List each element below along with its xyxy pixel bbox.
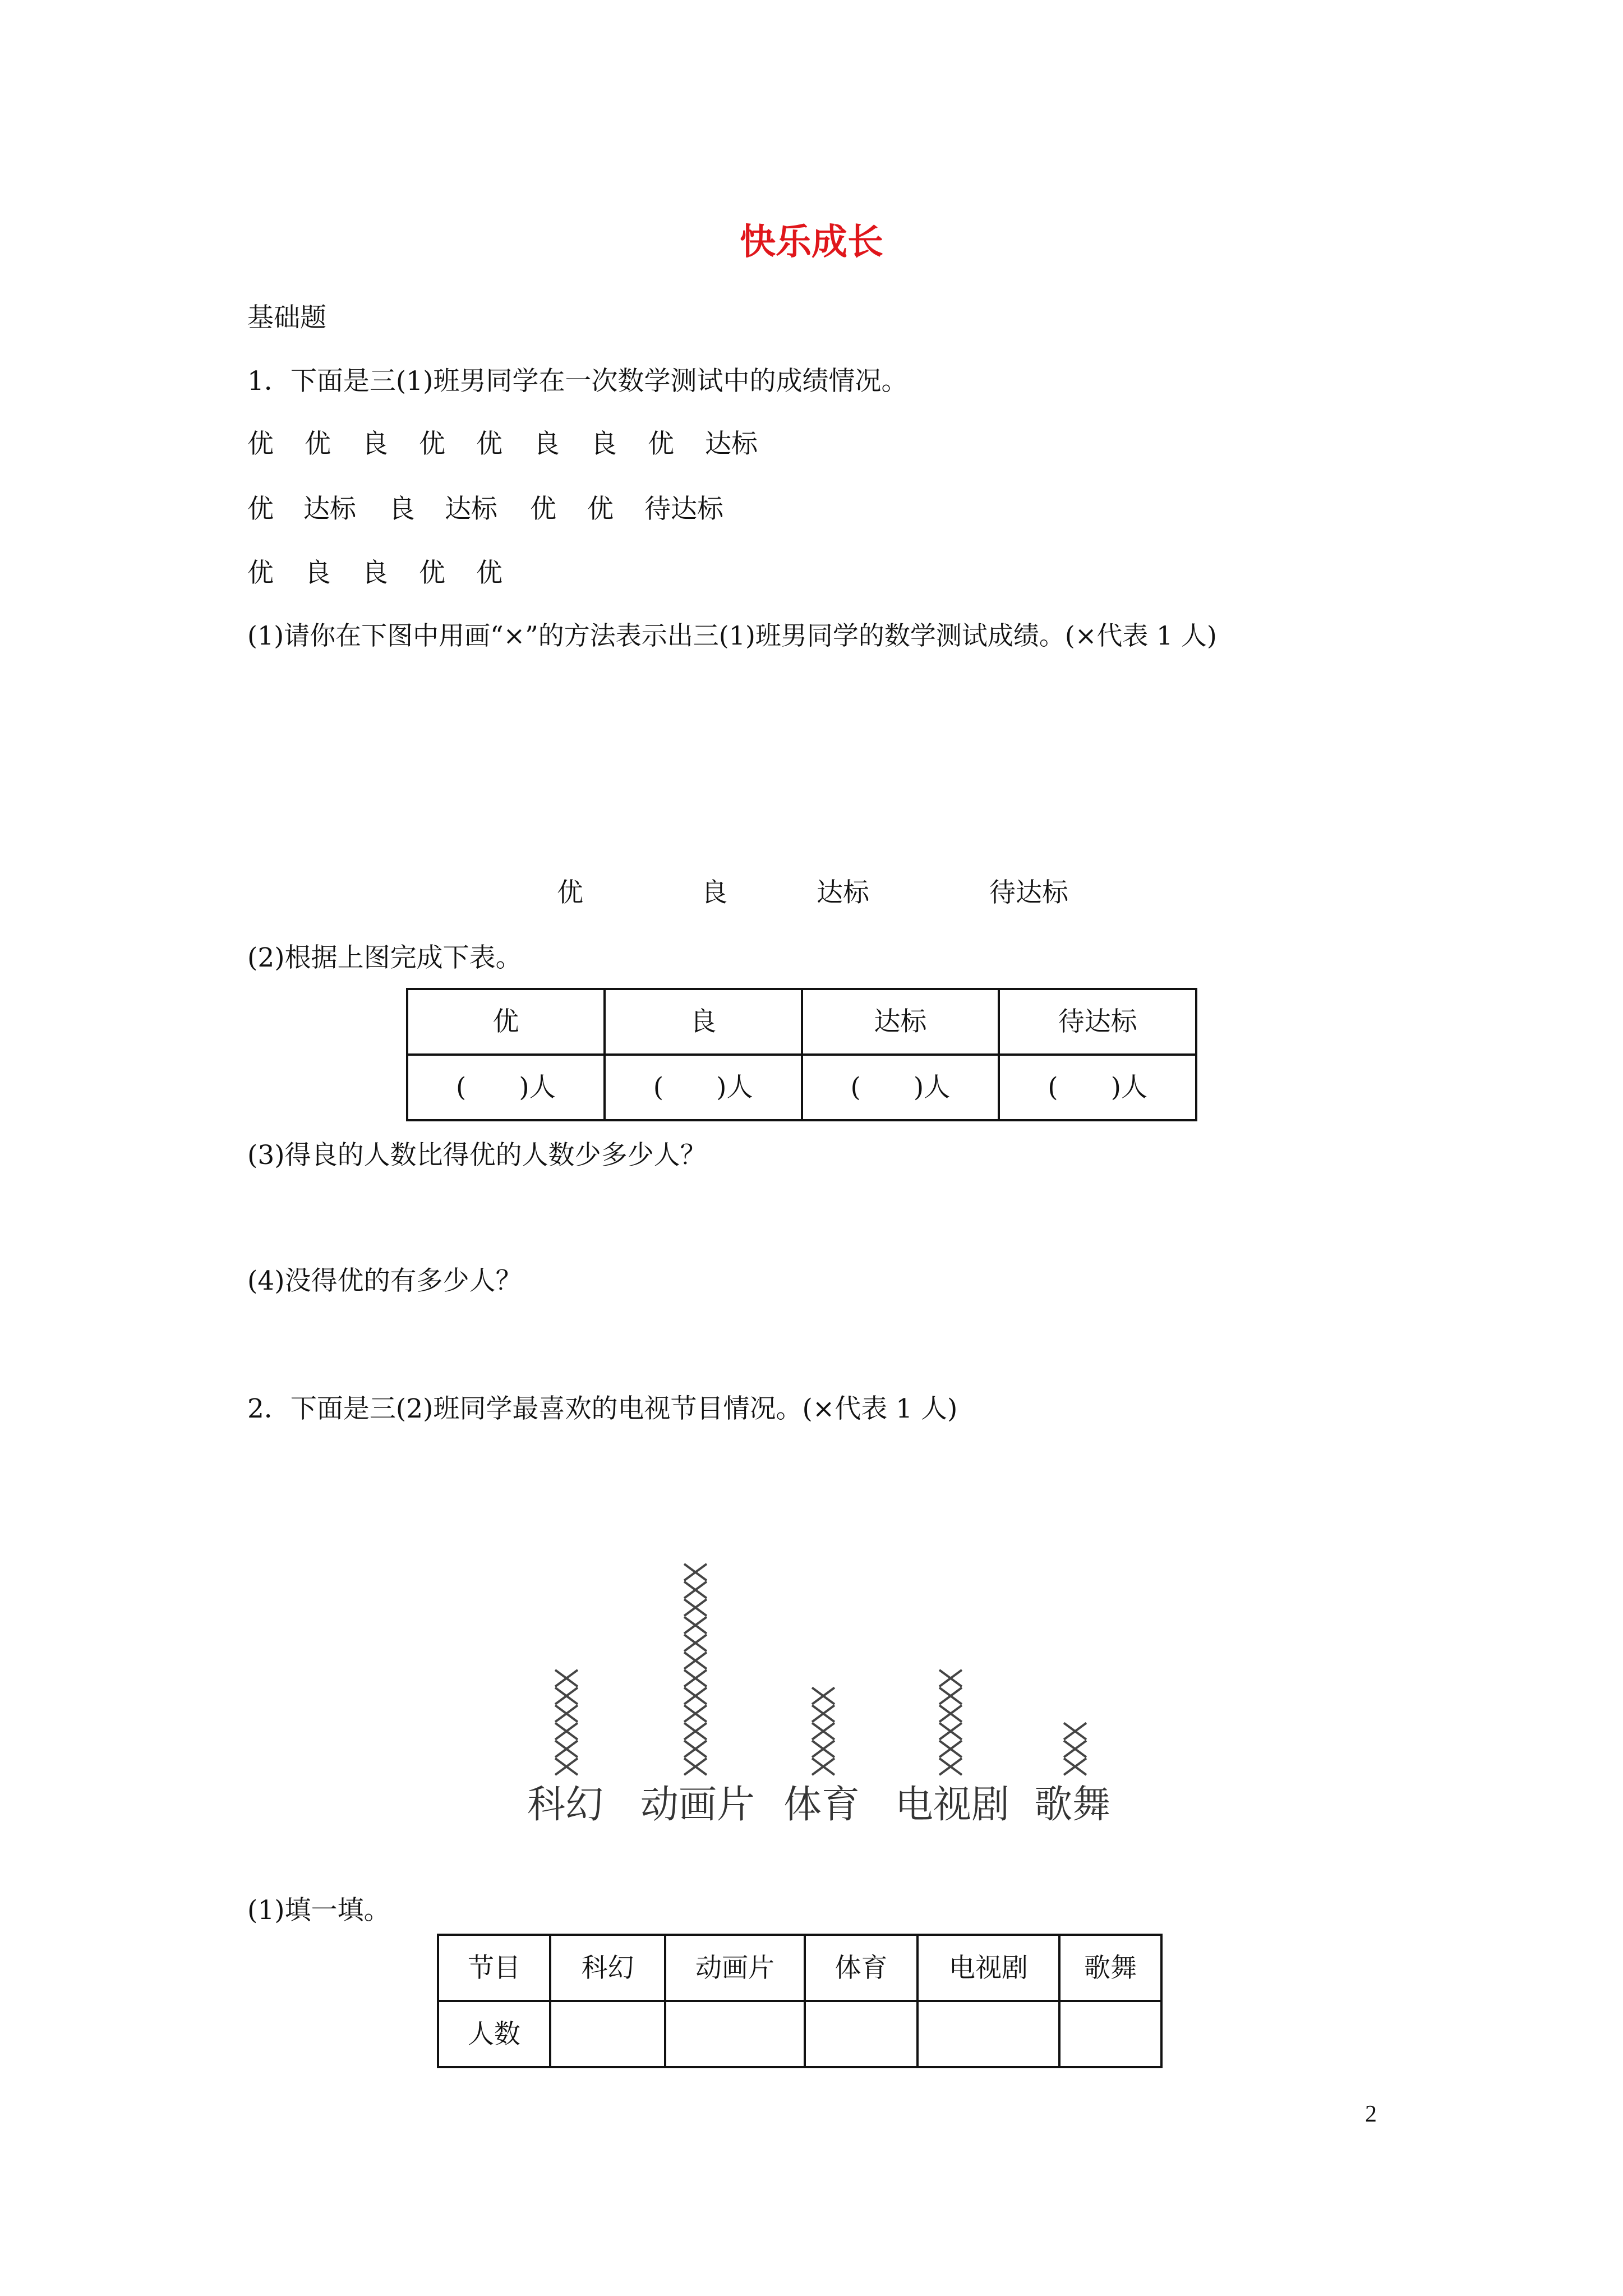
x-mark (684, 1582, 707, 1599)
x-mark (812, 1741, 834, 1757)
table-header: 电视剧 (917, 1935, 1059, 2001)
x-mark (684, 1688, 707, 1705)
grade: 待达标 (644, 494, 723, 524)
grade: 达标 (303, 494, 356, 524)
x-mark (939, 1670, 962, 1687)
x-mark (555, 1741, 578, 1757)
q1-intro: 1．下面是三(1)班男同学在一次数学测试中的成绩情况。 (247, 366, 908, 397)
q2-part1-prompt: (1)填一填。 (247, 1895, 390, 1926)
q1-part1-prompt: (1)请你在下图中用画“×”的方法表示出三(1)班男同学的数学测试成绩。(×代表 1 人) (247, 620, 1217, 651)
x-mark (812, 1723, 834, 1740)
chart-label-donghuapian: 动画片 (640, 1783, 755, 1827)
chart-label-gewu: 歌舞 (1034, 1783, 1111, 1827)
grade: 优 (247, 429, 274, 459)
grade: 优 (247, 494, 274, 524)
x-mark (555, 1670, 578, 1687)
x-mark (684, 1705, 707, 1722)
x-mark (684, 1635, 707, 1651)
x-mark (684, 1564, 707, 1581)
chart-label-kehuan: 科幻 (527, 1783, 604, 1827)
grade: 优 (476, 429, 502, 459)
grade: 达标 (445, 494, 497, 524)
grade: 优 (419, 558, 445, 588)
x-mark (684, 1599, 707, 1616)
x-mark (812, 1759, 834, 1775)
answer-cell[interactable] (805, 2001, 917, 2067)
axis-label-dabiao: 达标 (817, 877, 869, 908)
grade: 良 (305, 558, 331, 588)
table-header: 体育 (805, 1935, 917, 2001)
table-header: 良 (605, 989, 802, 1055)
chart-label-tiyu: 体育 (783, 1783, 860, 1827)
x-mark (939, 1759, 962, 1775)
answer-blank[interactable]: ( )人 (605, 1055, 802, 1120)
page-title: 快乐成长 (740, 221, 883, 263)
table-header: 优 (407, 989, 605, 1055)
answer-blank[interactable]: ( )人 (999, 1055, 1196, 1120)
section-heading: 基础题 (247, 302, 326, 333)
x-mark (555, 1723, 578, 1740)
table-header: 达标 (802, 989, 999, 1055)
answer-cell[interactable] (1059, 2001, 1161, 2067)
grade: 优 (305, 429, 331, 459)
chart-label-dianshiju: 电视剧 (895, 1783, 1010, 1827)
x-mark (1064, 1759, 1086, 1775)
x-mark (684, 1759, 707, 1775)
answer-cell[interactable] (665, 2001, 805, 2067)
x-column-2 (684, 1564, 707, 1775)
answer-blank[interactable]: ( )人 (802, 1055, 999, 1120)
q1-part3-prompt: (3)得良的人数比得优的人数少多少人？ (247, 1140, 707, 1171)
answer-blank[interactable]: ( )人 (407, 1055, 605, 1120)
x-column-1 (555, 1670, 578, 1775)
grade: 良 (362, 558, 388, 588)
table-header: 待达标 (999, 989, 1196, 1055)
answer-cell[interactable] (917, 2001, 1059, 2067)
grade: 优 (648, 429, 674, 459)
x-mark (1064, 1723, 1086, 1740)
x-mark (1064, 1741, 1086, 1757)
x-mark (684, 1670, 707, 1687)
q2-fill-table (437, 1934, 1163, 2068)
x-column-4 (939, 1670, 962, 1775)
x-mark (812, 1688, 834, 1705)
x-mark (812, 1705, 834, 1722)
x-mark (555, 1759, 578, 1775)
axis-label-liang: 良 (701, 877, 727, 908)
grade: 良 (533, 429, 560, 459)
table-header: 节目 (438, 1935, 550, 2001)
grade: 优 (247, 558, 274, 588)
x-mark (555, 1688, 578, 1705)
page-number: 2 (1365, 2101, 1377, 2127)
grade: 优 (530, 494, 556, 524)
x-mark (939, 1705, 962, 1722)
grade: 良 (389, 494, 415, 524)
row-label: 人数 (438, 2001, 550, 2067)
x-mark (939, 1688, 962, 1705)
table-header: 动画片 (665, 1935, 805, 2001)
x-mark (939, 1723, 962, 1740)
grade: 优 (587, 494, 614, 524)
x-mark (555, 1705, 578, 1722)
axis-label-daidabiao: 待达标 (989, 877, 1068, 908)
table-header: 科幻 (550, 1935, 665, 2001)
table-header: 歌舞 (1059, 1935, 1161, 2001)
q2-intro: 2．下面是三(2)班同学最喜欢的电视节目情况。(×代表 1 人) (247, 1393, 958, 1424)
q1-part2-prompt: (2)根据上图完成下表。 (247, 942, 522, 973)
x-mark (684, 1617, 707, 1634)
axis-label-you: 优 (557, 877, 583, 908)
answer-cell[interactable] (550, 2001, 665, 2067)
x-mark (684, 1741, 707, 1757)
x-mark (939, 1741, 962, 1757)
x-mark (684, 1653, 707, 1669)
x-column-3 (812, 1688, 834, 1775)
x-mark (684, 1723, 707, 1740)
grade: 优 (476, 558, 502, 588)
grade: 良 (591, 429, 617, 459)
grade: 优 (419, 429, 445, 459)
grade: 达标 (705, 429, 758, 459)
grade: 良 (362, 429, 388, 459)
x-column-5 (1064, 1723, 1086, 1775)
q1-part4-prompt: (4)没得优的有多少人？ (247, 1266, 522, 1296)
